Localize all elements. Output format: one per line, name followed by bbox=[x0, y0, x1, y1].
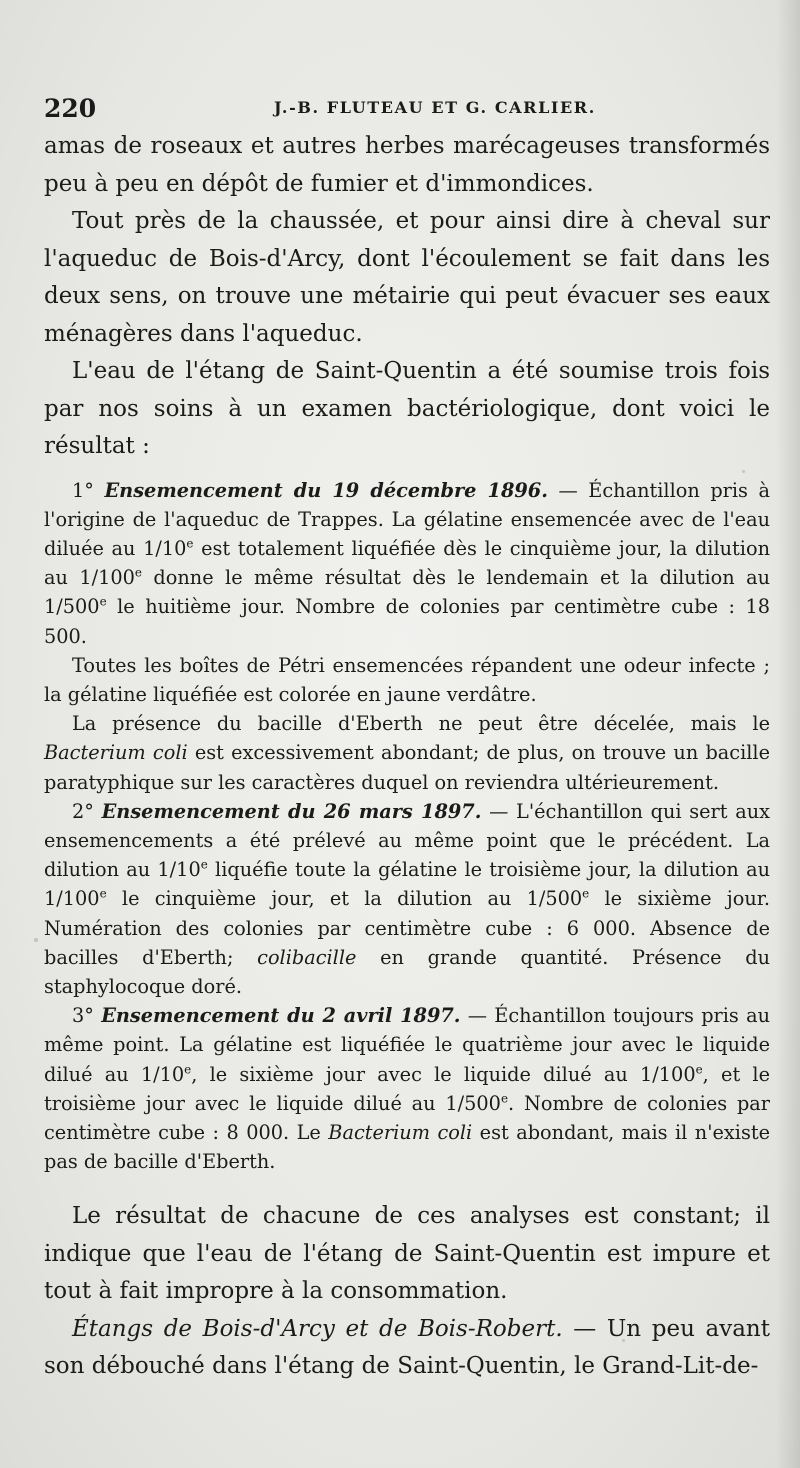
paragraph-text: Tout près de la chaussée, et pour ainsi dire à cheval sur l'aqueduc de Bois-d'Arcy, dont l'écoulement se fait dans les deux sens, on trouve une métairie qui peut évacuer ses eaux ménagères dans l'aqueduc. bbox=[44, 208, 770, 347]
entry-text: — Échantillon pris à l'origine de l'aqueduc de Trappes. La gélatine ensemencée avec de l'eau diluée au 1/10 bbox=[44, 478, 770, 560]
ordinal-sup: e bbox=[695, 1062, 703, 1077]
ordinal-sup: e bbox=[99, 886, 107, 901]
ordinal-sup: e bbox=[184, 1062, 192, 1077]
section-heading: Étangs de Bois-d'Arcy et de Bois-Robert. bbox=[72, 1315, 563, 1342]
ordinal-sup: e bbox=[200, 857, 208, 872]
page-number: 220 bbox=[44, 94, 97, 123]
paragraph-petri bbox=[44, 651, 770, 709]
entry-text: est totalement liquéfiée dès le cinquième jour, la dilution au 1/100 bbox=[44, 536, 770, 590]
paper-speck bbox=[742, 470, 745, 473]
entry-avril-1897 bbox=[44, 1001, 770, 1176]
entry-text: liquéfie toute la gélatine le troisième jour, la dilution au 1/100 bbox=[44, 858, 770, 911]
entry-mars-1897 bbox=[44, 797, 770, 1001]
entry-text: le cinquième jour, et la dilution au 1/500 bbox=[106, 887, 583, 911]
entry-number: 1° bbox=[72, 478, 94, 502]
paragraph-text: — Un peu avant son débouché dans l'étang de Saint-Quentin, le Grand-Lit-de- bbox=[44, 1315, 770, 1380]
ordinal-sup: e bbox=[134, 565, 142, 580]
entry-number: 2° bbox=[72, 799, 94, 823]
paragraph-text: Toutes les boîtes de Pétri ensemencées répandent une odeur infecte ; la gélatine liquéfiée est colorée en jaune verdâtre. bbox=[44, 653, 770, 706]
entry-text: est abondant, mais il n'existe pas de bacille d'Eberth. bbox=[44, 1120, 771, 1174]
paragraph-metairie bbox=[44, 203, 770, 353]
entry-text: en grande quantité. Présence du staphylocoque doré. bbox=[44, 945, 770, 998]
entry-text: donne le même résultat dès le lendemain et la dilution au 1/500 bbox=[44, 566, 770, 619]
entry-text: — L'échantillon qui sert aux ensemencements a été prélevé au même point que le précédent. La dilution au 1/10 bbox=[44, 799, 770, 882]
paragraph-text: Le résultat de chacune de ces analyses est constant; il indique que l'eau de l'étang de Saint-Quentin est impure et tout à fait impropre à la consommation. bbox=[44, 1203, 770, 1305]
ordinal-sup: e bbox=[582, 886, 590, 901]
entry-title: Ensemencement du 26 mars 1897. bbox=[101, 799, 482, 823]
ordinal-sup: e bbox=[186, 536, 194, 551]
entry-text: — Échantillon toujours pris au même point. La gélatine est liquéfiée le quatrième jour avec le liquide dilué au 1/10 bbox=[44, 1004, 770, 1086]
entry-title: Ensemencement du 19 décembre 1896. bbox=[104, 478, 548, 502]
paper-speck bbox=[622, 1339, 625, 1342]
entry-text: . Nombre de colonies par centimètre cube : 8 000. Le bbox=[44, 1091, 770, 1144]
paragraph-conclusion bbox=[44, 1198, 770, 1311]
entry-title: Ensemencement du 2 avril 1897. bbox=[101, 1004, 461, 1028]
page-header bbox=[44, 94, 764, 124]
paragraph-etangs bbox=[44, 1311, 770, 1386]
paper-speck bbox=[55, 695, 58, 698]
paragraph-text: est excessivement abondant; de plus, on trouve un bacille paratyphique sur les caractères duquel on reviendra ultérieurement. bbox=[44, 741, 771, 794]
paragraph-eberth bbox=[44, 709, 770, 797]
running-title: J.-B. FLUTEAU ET G. CARLIER. bbox=[274, 98, 596, 117]
ordinal-sup: e bbox=[500, 1091, 509, 1106]
paragraph-text: amas de roseaux et autres herbes marécageuses transformés peu à peu en dépôt de fumier et d'immondices. bbox=[44, 133, 770, 197]
entry-text: le huitième jour. Nombre de colonies par centimètre cube : 18 500. bbox=[44, 595, 770, 648]
paper-speck bbox=[34, 938, 38, 942]
entry-text: , le sixième jour avec le liquide dilué au 1/100 bbox=[191, 1062, 696, 1086]
paragraph-continuation bbox=[44, 128, 770, 203]
species-name: Bacterium coli bbox=[44, 741, 188, 765]
paragraph-text: L'eau de l'étang de Saint-Quentin a été soumise trois fois par nos soins à un examen bactériologique, dont voici le résultat : bbox=[44, 358, 770, 459]
paragraph-examen bbox=[44, 353, 770, 466]
entry-text: , et le troisième jour avec le liquide dilué au 1/500 bbox=[44, 1062, 770, 1115]
species-name: colibacille bbox=[257, 945, 357, 969]
paragraph-text: La présence du bacille d'Eberth ne peut être décelée, mais le bbox=[72, 712, 770, 736]
species-name: Bacterium coli bbox=[328, 1120, 473, 1144]
entry-text: le sixième jour. Numération des colonies par centimètre cube : 6 000. Absence de bacilles d'Eberth; bbox=[44, 887, 770, 969]
entry-number: 3° bbox=[72, 1004, 94, 1028]
entry-1896 bbox=[44, 476, 770, 651]
body-text bbox=[44, 128, 770, 1386]
page-edge-shadow bbox=[776, 0, 800, 1468]
ordinal-sup: e bbox=[99, 594, 107, 609]
